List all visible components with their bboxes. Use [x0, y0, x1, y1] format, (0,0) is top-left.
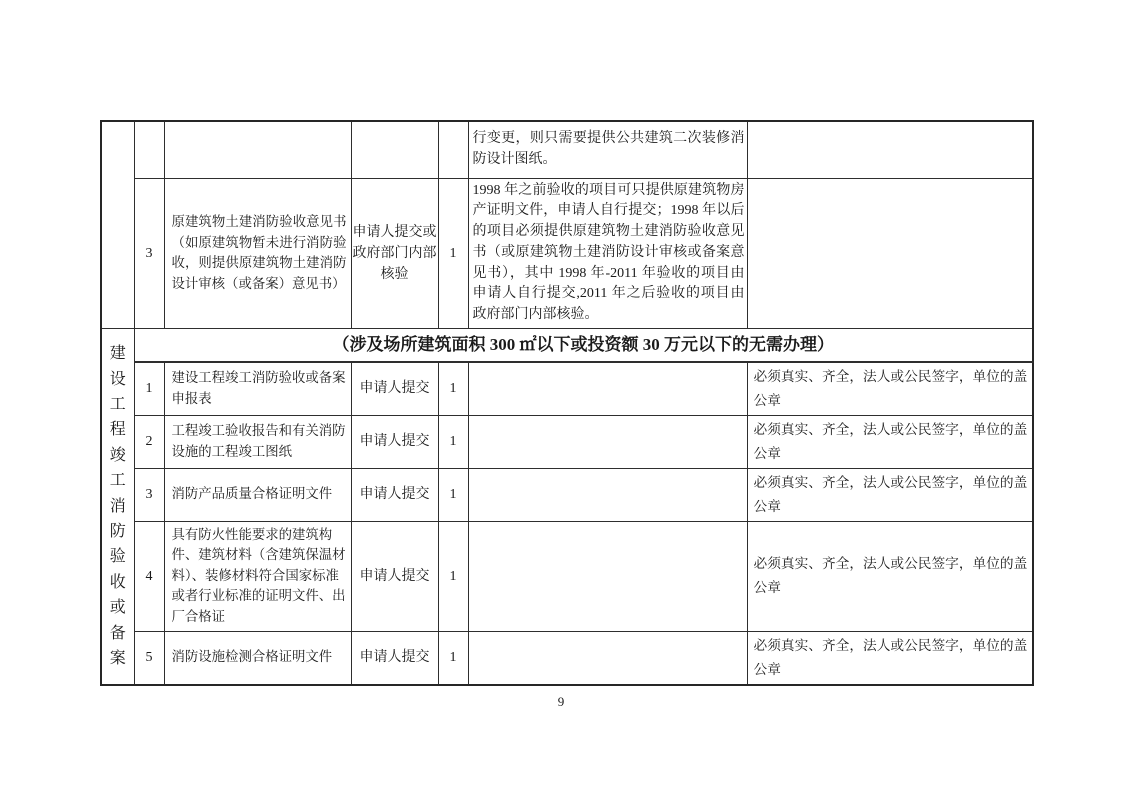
notes-cell: 1998 年之前验收的项目可只提供原建筑物房产证明文件，申请人自行提交；1998 年以后的项目必须提供原建筑物土建消防验收意见书（或原建筑物土建消防设计审核或备案意见书），其中 1998 年-2011 年验收的项目由申请人自行提交,2011 年之后验收的项目由政府部门内部核验。: [468, 178, 747, 329]
row-number-cell: [134, 121, 164, 178]
copy-count-cell: 1: [438, 521, 468, 631]
side-label-text: 建设工程竣工消防验收或备案: [109, 345, 126, 668]
requirements-cell: 必须真实、齐全，法人或公民签字，单位的盖公章: [747, 468, 1033, 521]
document-name-cell: 原建筑物土建消防验收意见书（如原建筑物暂未进行消防验收，则提供原建筑物土建消防设计审核（或备案）意见书）: [164, 178, 351, 329]
table-row: [101, 631, 1033, 685]
section-side-label: [101, 329, 134, 685]
notes-cell: [468, 468, 747, 521]
table-row: [101, 415, 1033, 468]
document-name-cell: 具有防火性能要求的建筑构件、建筑材料（含建筑保温材料）、装修材料符合国家标准或者行业标准的证明文件、出厂合格证: [164, 521, 351, 631]
row-number-cell: 1: [134, 362, 164, 416]
document-name-cell: 消防设施检测合格证明文件: [164, 631, 351, 685]
row-number-cell: 5: [134, 631, 164, 685]
row-number-cell: 2: [134, 415, 164, 468]
submit-method-cell: 申请人提交: [351, 415, 438, 468]
notes-cell: [468, 415, 747, 468]
copy-count-cell: 1: [438, 631, 468, 685]
copy-count-cell: 1: [438, 362, 468, 416]
section-side-label: [101, 121, 134, 329]
document-name-cell: 建设工程竣工消防验收或备案申报表: [164, 362, 351, 416]
requirements-cell: 必须真实、齐全，法人或公民签字，单位的盖公章: [747, 631, 1033, 685]
submit-method-cell: 申请人提交: [351, 468, 438, 521]
notes-cell: [468, 631, 747, 685]
table-row: [101, 178, 1033, 329]
requirements-cell: 必须真实、齐全，法人或公民签字，单位的盖公章: [747, 415, 1033, 468]
copy-count-cell: [438, 121, 468, 178]
requirements-table: [100, 120, 1034, 686]
submit-method-cell: 申请人提交: [351, 521, 438, 631]
copy-count-cell: 1: [438, 468, 468, 521]
notes-cell: 行变更，则只需要提供公共建筑二次装修消防设计图纸。: [468, 121, 747, 178]
table-row: [101, 468, 1033, 521]
notes-cell: [468, 521, 747, 631]
table-row: [101, 121, 1033, 178]
table-row: [101, 362, 1033, 416]
submit-method-cell: 申请人提交或政府部门内部核验: [351, 178, 438, 329]
requirements-cell: [747, 121, 1033, 178]
submit-method-cell: [351, 121, 438, 178]
requirements-cell: [747, 178, 1033, 329]
document-name-cell: 消防产品质量合格证明文件: [164, 468, 351, 521]
table-row: [101, 521, 1033, 631]
table-row: [101, 329, 1033, 362]
row-number-cell: 4: [134, 521, 164, 631]
requirements-cell: 必须真实、齐全，法人或公民签字，单位的盖公章: [747, 521, 1033, 631]
row-number-cell: 3: [134, 178, 164, 329]
section-banner: （涉及场所建筑面积 300 ㎡以下或投资额 30 万元以下的无需办理）: [134, 329, 1033, 362]
submit-method-cell: 申请人提交: [351, 631, 438, 685]
copy-count-cell: 1: [438, 178, 468, 329]
page-number: 9: [557, 694, 565, 709]
requirements-cell: 必须真实、齐全，法人或公民签字，单位的盖公章: [747, 362, 1033, 416]
notes-cell: [468, 362, 747, 416]
document-name-cell: 工程竣工验收报告和有关消防设施的工程竣工图纸: [164, 415, 351, 468]
row-number-cell: 3: [134, 468, 164, 521]
submit-method-cell: 申请人提交: [351, 362, 438, 416]
copy-count-cell: 1: [438, 415, 468, 468]
document-name-cell: [164, 121, 351, 178]
